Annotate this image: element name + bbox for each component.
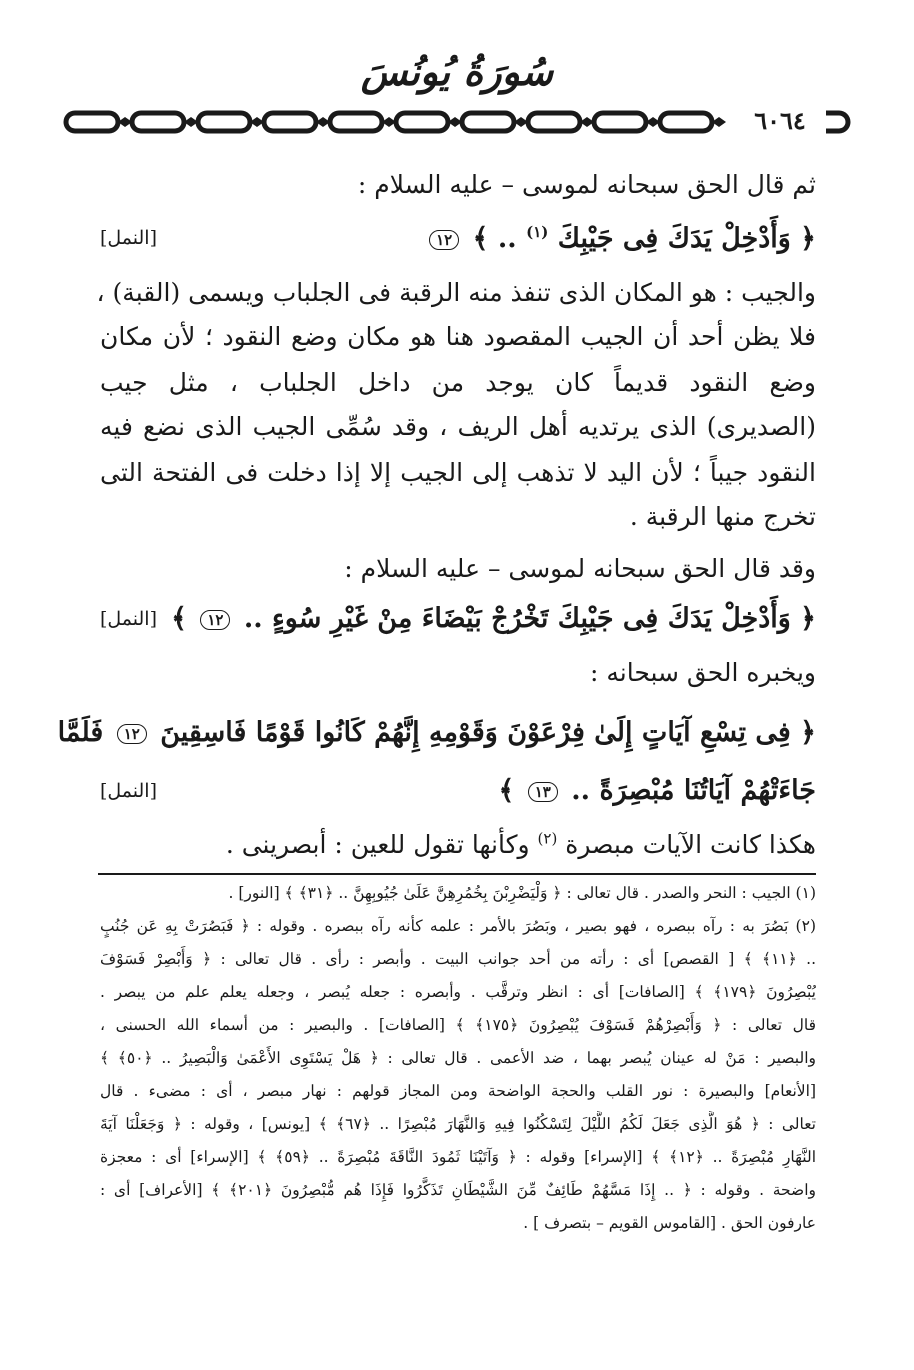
closing-line xyxy=(226,826,816,864)
footnote-line: قال تعالى : ﴿ وَأَبْصِرْهُمْ فَسَوْفَ يُبْصِرُونَ ﴿١٧٥﴾ ﴾ [الصافات] . والبصير : من أسماء الله الحسنى ، xyxy=(100,1016,816,1034)
verse-2 xyxy=(171,600,816,638)
surah-title: سُورَةُ يُونُسَ xyxy=(360,49,554,94)
surah-reference-1: [النمل] xyxy=(100,227,157,249)
verse-number-badge: ١٢ xyxy=(429,230,459,250)
verse-3-text: ﴿ فِى تِسْعِ آيَاتٍ إِلَىٰ فِرْعَوْنَ وَقَوْمِهِ إِنَّهُمْ كَانُوا قَوْمًا فَاسِقِينَ xyxy=(160,717,816,748)
footnote-divider xyxy=(98,873,816,875)
verse-1 xyxy=(425,220,816,258)
paragraph-line: والجيب : هو المكان الذى تنفذ منه الرقبة فى الجلباب ويسمى (القبة) ، xyxy=(96,278,816,307)
verse-2-close: ﴾ xyxy=(171,603,187,634)
footnote-line: (٢) بَصُرَ به : رآه ببصره ، فهو بصير ، وبَصُرَ بالأمر : علمه كأنه رآه ببصره . وقوله : ﴿ فَبَصُرَتْ بِهِ عَن جُنُبٍ xyxy=(100,917,816,935)
paragraph-line: (الصديرى) الذى يرتديه أهل الريف ، وقد سُمِّى الجيب الذى نضع فيه xyxy=(100,412,816,441)
footnote-line: واضحة . وقوله : ﴿ .. إِذَا مَسَّهُمْ طَائِفٌ مِّنَ الشَّيْطَانِ تَذَكَّرُوا فَإِذَا هُم مُّبْصِرُونَ ﴿٢٠١﴾ ﴾ [الأعراف] أى : xyxy=(100,1181,816,1199)
verse-3-continuation: فَلَمَّا xyxy=(57,717,104,748)
footnote-marker-2: (٢) xyxy=(537,829,558,848)
footnote-line: يُبْصِرُونَ ﴿١٧٩﴾ ﴾ [الصافات] أى : انظر وترقَّب . وأبصره : جعله يُبصر ، وجعله يعلم علم من يبصر . xyxy=(100,983,816,1001)
verse-number-badge: ١٢ xyxy=(200,610,230,630)
footnote-line: النَّهَارِ مُبْصِرَةً .. ﴿١٢﴾ ﴾ [الإسراء] وقوله : ﴿ وَآتَيْنَا ثَمُودَ النَّاقَةَ مُبْصِرَةً .. ﴿٥٩﴾ ﴾ [الإسراء] أى : معجزة xyxy=(100,1148,816,1166)
verse-3-text-2: جَاءَتْهُمْ آيَاتُنَا مُبْصِرَةً .. xyxy=(571,775,816,806)
verse-1-dots: .. ﴾ xyxy=(472,223,517,254)
verse-1-text: ﴿ وَأَدْخِلْ يَدَكَ فِى جَيْبِكَ xyxy=(557,223,816,254)
verse-3-close: ﴾ xyxy=(498,775,515,806)
page-number: ٦٠٦٤ xyxy=(734,106,826,136)
paragraph-line: تخرج منها الرقبة . xyxy=(629,502,816,531)
footnote-line: .. ﴿١١﴾ ﴾ [ القصص] أى : رأته من أحد جوانب البيت . وأبصر : رأى . قال تعالى : ﴿ وَأَبْصِرْ فَسَوْفَ xyxy=(100,950,816,968)
footnote-line: (١) الجيب : النحر والصدر . قال تعالى : ﴿ وَلْيَضْرِبْنَ بِخُمُرِهِنَّ عَلَىٰ جُيُوبِهِنَّ .. ﴿٣١﴾ ﴾ [النور] . xyxy=(228,884,816,902)
intro-line-3: ويخبره الحق سبحانه : xyxy=(589,658,816,687)
footnote-marker-1: (١) xyxy=(526,223,549,241)
paragraph-line: فلا يظن أحد أن الجيب المقصود هنا هو مكان وضع النقود ؛ لأن مكان xyxy=(100,322,816,351)
paragraph-line: وضع النقود قديماً كان يوجد من داخل الجلباب ، مثل جيب xyxy=(100,368,816,397)
verse-3-line-2 xyxy=(498,772,816,810)
verse-3-line-1 xyxy=(57,714,816,752)
paragraph-line: النقود جيباً ؛ لأن اليد لا تذهب إلى الجيب إلا إذا دخلت فى الفتحة التى xyxy=(100,458,816,487)
footnote-line: [الأنعام] والبصيرة : نور القلب والحجة الواضحة ومن المجاز قولهم : نهار مبصر ، أى : مضىء . قال xyxy=(100,1082,816,1100)
verse-number-badge: ١٣ xyxy=(528,782,558,802)
footnote-line: عارفون الحق . [القاموس القويم – بتصرف ] . xyxy=(523,1214,816,1232)
closing-text-b: وكأنها تقول للعين : أبصرينى . xyxy=(225,830,530,859)
surah-reference-3: [النمل] xyxy=(100,780,157,802)
footnote-line: تعالى : ﴿ هُوَ الَّذِى جَعَلَ لَكُمُ اللَّيْلَ لِتَسْكُنُوا فِيهِ وَالنَّهَارَ مُبْصِرًا .. ﴿٦٧﴾ ﴾ [يونس] ، وقوله : ﴿ وَجَعَلْنَا آيَةَ xyxy=(100,1115,816,1133)
verse-2-text: ﴿ وَأَدْخِلْ يَدَكَ فِى جَيْبِكَ تَخْرُجْ بَيْضَاءَ مِنْ غَيْرِ سُوءٍ .. xyxy=(243,603,816,634)
closing-text-a: هكذا كانت الآيات مبصرة xyxy=(565,830,816,859)
surah-reference-2: [النمل] xyxy=(100,608,157,630)
intro-line-1: ثم قال الحق سبحانه لموسى – عليه السلام : xyxy=(357,170,816,199)
footnote-line: والبصير : مَنْ له عينان يُبصر بهما ، ضد الأعمى . قال تعالى : ﴿ هَلْ يَسْتَوِى الأَعْمَىٰ وَالْبَصِيرُ .. ﴿٥٠﴾ ﴾ xyxy=(100,1049,816,1067)
intro-line-2: وقد قال الحق سبحانه لموسى – عليه السلام : xyxy=(344,554,816,583)
verse-number-badge: ١٢ xyxy=(117,724,147,744)
